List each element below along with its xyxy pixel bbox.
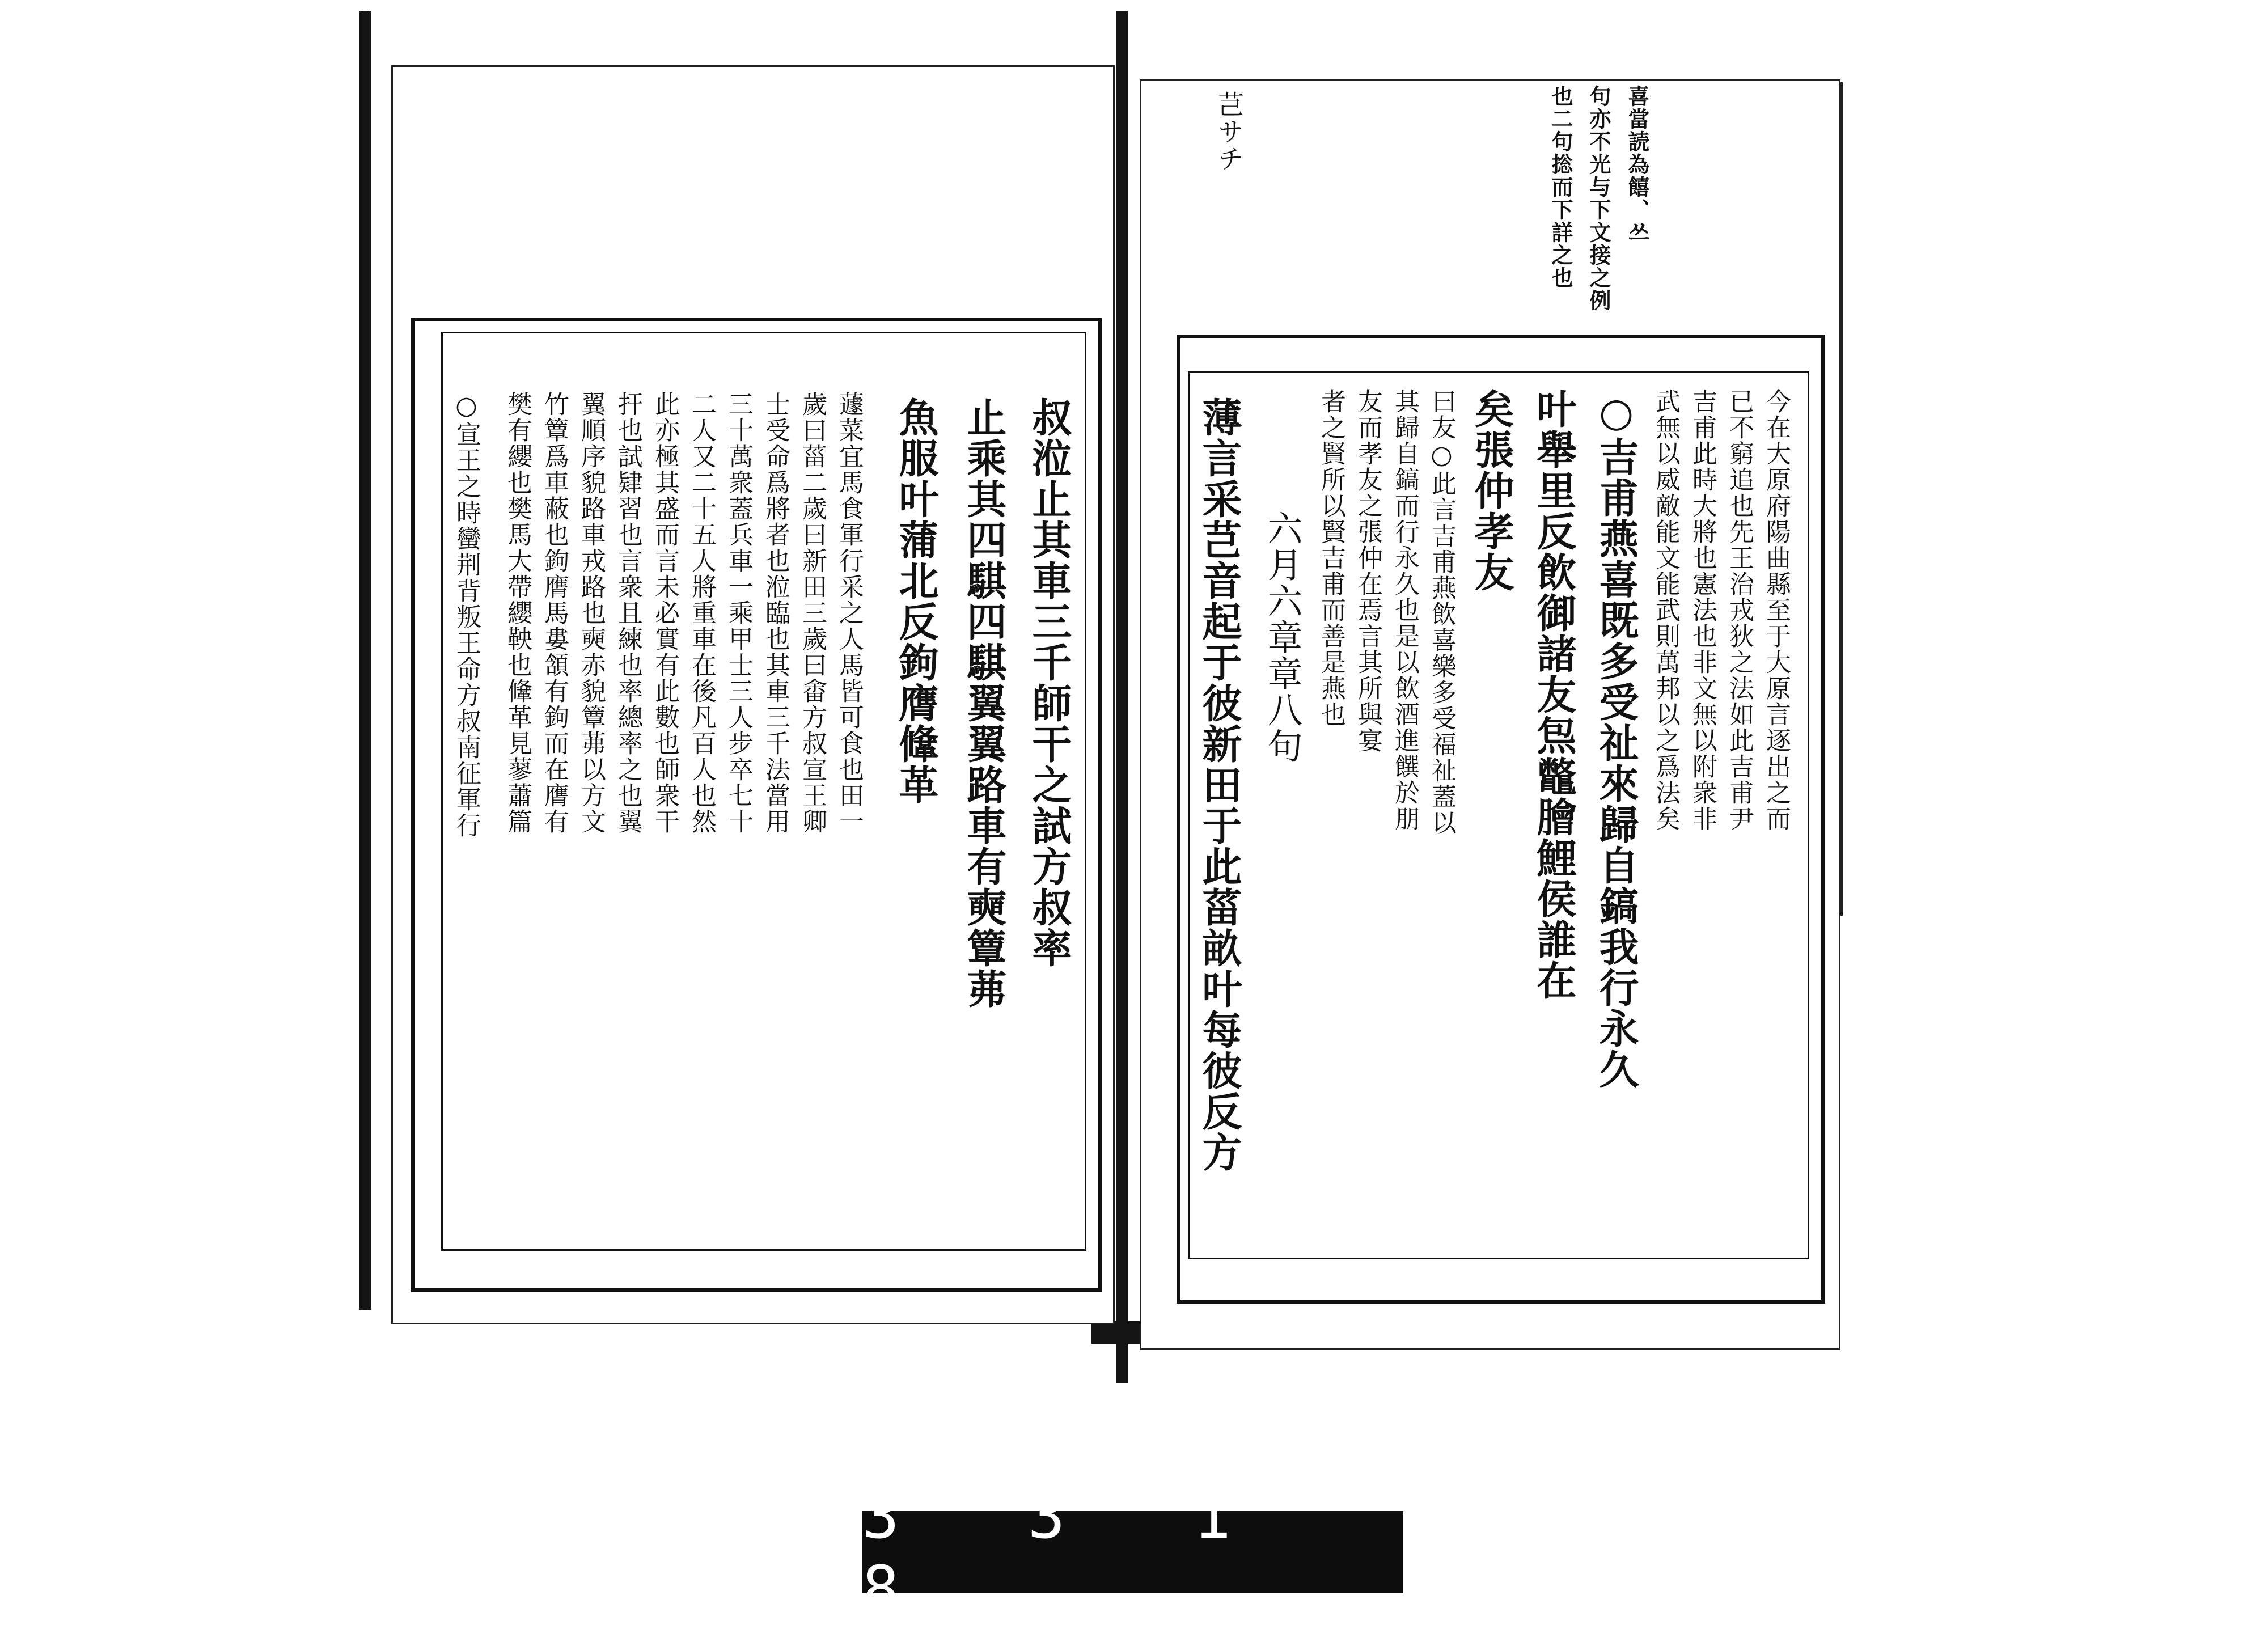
text-column: 三十萬衆蓋兵車一乘甲士三人步卒七十: [724, 391, 753, 835]
margin-mark: 芑サチ: [1214, 91, 1245, 172]
text-column: 二人又二十五人將重車在後凡百人也然: [687, 391, 716, 835]
text-column: 扞也試肄習也言衆且練也率總率之也翼: [613, 391, 642, 835]
text-column: 者之賢所以賢吉甫而善是燕也: [1317, 388, 1345, 727]
text-column: 叔涖止其車三千師干之試方叔率: [1026, 397, 1073, 968]
text-column: 叶舉里反飲御諸友炰鼈膾鯉侯誰在: [1530, 388, 1577, 1001]
margin-note-line: 句亦不光与下文接之例: [1586, 85, 1611, 312]
text-column: 翼順序貌路車戎路也奭赤貌簟茀以方文: [577, 391, 606, 835]
text-column: 武無以威敵能文能武則萬邦以之爲法矣: [1651, 388, 1680, 832]
text-column: 今在大原府陽曲縣至于大原言逐出之而: [1762, 388, 1791, 832]
text-column: 其歸自鎬而行永久也是以飲酒進饌於朋: [1390, 388, 1419, 832]
margin-note-line: 喜當読為饎、쓰: [1624, 85, 1650, 244]
text-column: 此亦極其盛而言未必實有此數也師衆干: [650, 391, 679, 835]
margin-note-line: 也二句捴而下詳之也: [1548, 85, 1573, 289]
text-column: 樊有纓也樊馬大帶纓鞅也鞗革見蓼蕭篇: [503, 391, 532, 835]
text-column: 竹簟爲車蔽也鉤膺馬婁頷有鉤而在膺有: [540, 391, 569, 835]
archive-label: 3 3 1 8: [862, 1511, 1403, 1593]
text-column: 薄言采芑音起于彼新田于此菑畝叶每彼反方: [1196, 397, 1243, 1173]
text-column: 歲曰菑二歲曰新田三歲曰畬方叔宣王卿: [798, 391, 827, 835]
book-spine: [1116, 11, 1128, 1383]
text-column: 蘧菜宜馬食軍行采之人馬皆可食也田一: [835, 391, 864, 835]
text-column: ○宣王之時蠻荆背叛王命方叔南征軍行: [452, 391, 481, 839]
section-heading: 六月六章章八句: [1262, 510, 1303, 764]
text-column: 矣張仲孝友: [1468, 388, 1515, 593]
text-column: 魚服叶蒲北反鉤膺鞗革: [892, 397, 940, 805]
text-column: ○吉甫燕喜既多受祉來歸自鎬我行永久: [1593, 388, 1640, 1090]
text-column: 已不窮追也先王治戎狄之法如此吉甫尹: [1725, 388, 1754, 832]
text-column: 吉甫此時大將也憲法也非文無以附衆非: [1688, 388, 1717, 832]
text-column: 士受命爲將者也涖臨也其車三千法當用: [761, 391, 790, 835]
text-column: 曰友○此言吉甫燕飲喜樂多受福祉蓋以: [1427, 388, 1456, 836]
text-column: 止乘其四騏四騏翼翼路車有奭簟茀: [960, 397, 1008, 1009]
scan-edge-left: [359, 11, 371, 1310]
text-column: 友而孝友之張仲在焉言其所與宴: [1353, 388, 1382, 754]
